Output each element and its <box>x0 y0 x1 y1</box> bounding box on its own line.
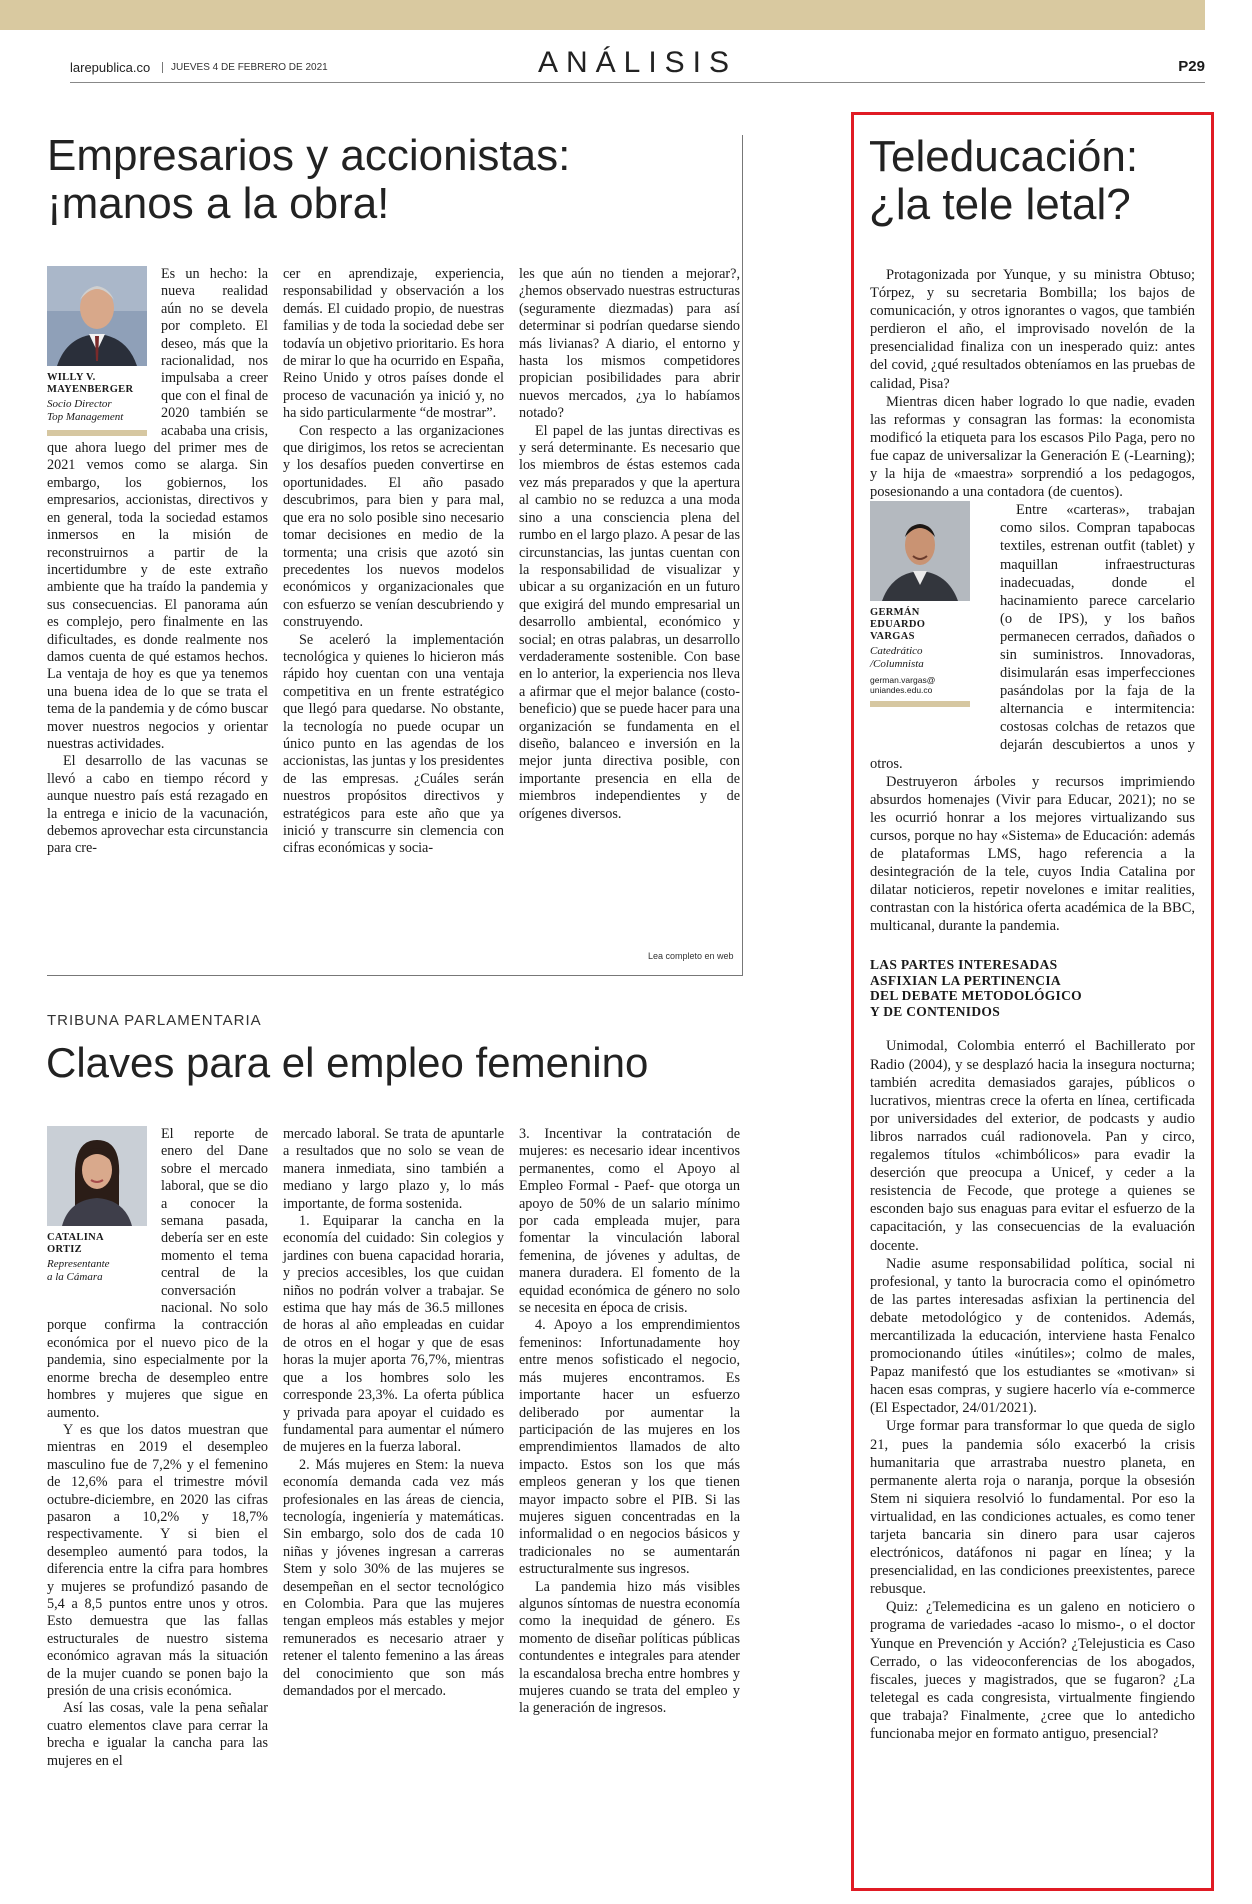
paragraph: Y es que los datos muestran que mientras en 2019 el desempleo masculino fue de 7,2% y el femenino de 12,6% para el trimestre móvil octubre-diciembre, en 2020 las cifras pasaron a 10,2% y 18,7% respectivamente. Y si bien el desempleo aumentó para todos, la diferencia entre la cifra para hombres y mujeres se profundizó pasando de 5,4 a 8,5 puntos entre unos y otros. Esto demuestra que las fallas estructurales de nuestro sistema económico agravan más la situación de la mujer cuando se ponen bajo la presión de una crisis económica. <box>47 1421 268 1699</box>
article3-body <box>870 266 1195 1743</box>
author-role-line2: a la Cámara <box>47 1271 103 1283</box>
author-role <box>47 1258 149 1284</box>
paragraph: 4. Apoyo a los emprendimientos femeninos: Infortunadamente hoy entre menos sofisticado el negocio, más mujeres encontramos. Es importante hacer un esfuerzo deliberado por aumentar la participación de las mujeres en los emprendimientos llamados de alto impacto. Estos son los que más empleos generan y los que tienen mayor impacto sobre el PIB. Si las mujeres siguen concentradas en la informalidad o en negocios básicos y tradicionales no se aumentarán estructuralmente sus ingresos. <box>519 1317 740 1578</box>
paragraph: mercado laboral. Se trata de apuntarle a resultados que no solo se vean de manera inmediata, sino también a mediano y largo plazo y, lo más importante, de forma sostenida. <box>283 1126 504 1212</box>
author-divider <box>47 430 147 436</box>
paragraph: 2. Más mujeres en Stem: la nueva economía demanda cada vez más profesionales en las áreas de ciencia, tecnología, ingeniería y matemáticas. Sin embargo, solo dos de cada 10 niñas y jóvenes ingresan a carreras Stem y solo 30% de las mujeres se desempeñan en el sector tecnológico en Colombia. Para que las mujeres tengan empleos más estables y mejor remunerados es necesario atraer y retener el talento femenino a las áreas del conocimiento que son más demandados por el mercado. <box>283 1456 504 1699</box>
paragraph: Con respecto a las organizaciones que dirigimos, los retos se acrecientan y los desafíos pueden convertirse en oportunidades. El año pasado descubrimos, para bien y para mal, que era no solo posible sino necesario tomar decisiones en medio de la tormenta; una crisis que azotó sin precedentes los nuevos modelos económicos y organizacionales que con esfuerzo se venían descubriendo y construyendo. <box>283 422 504 631</box>
paragraph: Quiz: ¿Telemedicina es un galeno en noticiero o programa de variedades -acaso lo mismo-, o el doctor Yunque en Prevención y Acción? ¿Telejusticia es Caso Cerrado, o las videoconferencias de los abogados, fiscales, jueces y magistrados, que se fugaron? ¿La teletegal es cada congresista, virtualmente fingiendo que trabaja? Finalmente, ¿cree que lo antedicho funcionaba mejor en formato antiguo, presencial? <box>870 1599 1195 1743</box>
paragraph: Urge formar para transformar lo que queda de siglo 21, pues la pandemia sólo exacerbó la crisis humanitaria que arrastraba nuestro planeta, en permanente alerta roja o naranja, porque la obsesión Stem ni siquiera resolvió lo fundamental. Por eso la virtualidad, en las condiciones actuales, es como tener tarjeta bancaria sin dinero para usar cajeros electrónicos, datáfonos ni pagar en línea; y la presencialidad, en las condiciones preexistentes, parece rebusque. <box>870 1418 1195 1598</box>
top-color-band <box>0 0 1205 30</box>
paragraph: Es un hecho: la nueva realidad aún no se devela por completo. El deseo, más que la racionalidad, nos impulsaba a creer que con el final de 2020 también se acababa una crisis, que ahora luego del primer mes de 2021 vemos como se alarga. Sin embargo, los gobiernos, los empresarios, accionistas, directivos y en general, toda la sociedad estamos inmersos en la misión de reconstruirnos a partir de la incertidumbre y de este extraño ambiente que ha traído la pandemia y sus consecuencias. El panorama aún es complejo, pero finalmente en las dificultades, es donde realmente nos damos cuenta de qué estamos hechos. La ventaja de hoy es que ya tenemos una buena idea de lo que se trata el tema de la pandemia y de cómo buscar mover nuestros negocios y orientar nuestras actividades. <box>47 266 268 752</box>
paragraph: La pandemia hizo más visibles algunos síntomas de nuestra economía como la inequidad de género. Es momento de diseñar políticas públicas contundentes e integrales para atender la escandalosa brecha entre hombres y mujeres cuando se trata del empleo y la generación de ingresos. <box>519 1578 740 1717</box>
subhead-line3: DEL DEBATE METODOLÓGICO <box>870 988 1082 1004</box>
article3-subhead <box>870 957 1195 1019</box>
author-name-line2: EDUARDO <box>870 619 926 631</box>
author-name-line1: CATALINA <box>47 1232 104 1243</box>
paragraph: Unimodal, Colombia enterró el Bachillerato por Radio (2004), y se desplazó hacia la insegura nocturna; también acredita demasiados garajes, públicos o lucrativos, mientras crece la oferta en línea, certificada por universidades del exterior, de podcasts y audio libros narrados cuál radionovela. Pan y circo, regalemos títulos «chimbólicos» para evadir la deserción que preocupa a Unicef, y ceder a la resistencia de Fecode, que protege a quienes se esconden bajo sus enaguas para evitar el esfuerzo de la capacitación, y las consecuencias de la evaluación docente. <box>870 1038 1195 1254</box>
subhead-line2: ASFIXIAN LA PERTINENCIA <box>870 972 1061 988</box>
article1-column-3 <box>519 266 740 823</box>
author-role-line1: Representante <box>47 1258 110 1270</box>
author-photo <box>47 266 147 366</box>
column-rule <box>742 135 743 975</box>
page-masthead <box>70 46 1205 83</box>
article2-column-1 <box>47 1126 268 1770</box>
author-name-line2: MAYENBERGER <box>47 384 134 395</box>
paragraph: El desarrollo de las vacunas se llevó a cabo en tiempo récord y aunque nuestro país está rezagado en la entrega e inicio de la vacunación, debemos aprovechar esta circunstancia para cre- <box>47 753 268 857</box>
paragraph: El reporte de enero del Dane sobre el mercado laboral, que se dio a conocer la semana pasada, debería ser en este momento el tema central de la conversación nacional. No solo porque confirma la contracción económica por el nuevo pico de la pandemia, sino especialmente por la enorme brecha de desempleo entre hombres y mujeres que sigue en aumento. <box>47 1126 268 1421</box>
paragraph: El papel de las juntas directivas es y será determinante. Es necesario que los miembros de éstas estemos cada vez más preparados y que la apertura al cambio no se reduzca a una moda sino a una consciencia plena del rumbo en el largo plazo. A pesar de las circunstancias, las juntas cuentan con la responsabilidad de visualizar y ubicar a su organización en un futuro que exigirá del mundo empresarial un desarrollo ambiental, económico y social; en otras palabras, un desarrollo verdaderamente sostenible. Con base en lo anterior, la experiencia nos lleva a afirmar que el mejor balance (costo-beneficio) que se puede hacer para una organización se fundamenta en el diseño, balanceo e inversión en la mejor junta directiva posible, con importante presencia en ella de miembros independientes y de orígenes diversos. <box>519 422 740 822</box>
article1-title-line1: Empresarios y accionistas: <box>47 131 571 180</box>
author-divider <box>870 701 970 707</box>
paragraph: Mientras dicen haber logrado lo que nadie, evaden las reformas y consagran las formas: la economista modificó la etiqueta para los escasos Pilo Paga, pero no fue capaz de universalizar la Generación E (-Learning); y la hija de «maestra» sorprendió a los pedagogos, posesionando a una contadora (de cuentos). <box>870 393 1195 501</box>
paragraph: Así las cosas, vale la pena señalar cuatro elementos clave para cerrar la brecha e igualar la cancha para las mujeres en el <box>47 1700 268 1769</box>
site-name[interactable]: larepublica.co <box>70 60 151 75</box>
paragraph: 1. Equiparar la cancha en la economía del cuidado: Sin colegios y jardines con buena capacidad horaria, y precios accesibles, los que cuidan niños no podrán volver a trabajar. Se estima que hay más de 36.5 millones de horas al año empleadas en cuidar de otros en el hogar y que de esas horas la mujer aporta 76,7%, mientras que a los hombres solo les corresponde 23,3%. La oferta pública y privada para apoyar el cuidado es fundamental para aumentar el número de mujeres en la fuerza laboral. <box>283 1213 504 1456</box>
paragraph: Se aceleró la implementación tecnológica y quienes lo hicieron más rápido hoy cuentan con una ventaja competitiva en un frente estratégico que llegó para quedarse. No obstante, la tecnología no puede ocupar un único punto en las agendas de los accionistas, las juntas y los presidentes de las empresas. ¿Cuáles serán nuestros propósitos directivos y estratégicos para este año que ya inició y transcurre sin clemencia con cifras económicas y socia- <box>283 631 504 857</box>
author-email-line2: uniandes.edu.co <box>870 685 933 696</box>
article3-author <box>870 501 988 751</box>
author-photo <box>47 1126 147 1226</box>
article3-title <box>869 133 1138 230</box>
article1-column-2 <box>283 266 504 858</box>
article2-author <box>47 1126 149 1304</box>
section-rule <box>47 975 743 976</box>
subhead-line4: Y DE CONTENIDOS <box>870 1003 1001 1019</box>
author-role-line2: Top Management <box>47 411 124 423</box>
author-role-line1: Catedrático <box>870 645 923 658</box>
author-name-line2: ORTIZ <box>47 1244 82 1255</box>
author-name <box>47 1232 149 1256</box>
paragraph: cer en aprendizaje, experiencia, responsabilidad y observación a los demás. El cuidado propio, de nuestras familias y de toda la sociedad debe ser todavía un objetivo prioritario. Es hora de mirar lo que ha ocurrido en España, Reino Unido y otros países donde el proceso de vacunación ya inició y, no ha sido particularmente “de mostrar”. <box>283 266 504 422</box>
author-role <box>47 398 149 424</box>
read-more-link[interactable]: Lea completo en web <box>648 951 734 961</box>
author-name <box>47 372 149 396</box>
author-email[interactable] <box>870 675 988 695</box>
article2-column-3 <box>519 1126 740 1718</box>
author-name-line1: WILLY V. <box>47 372 96 383</box>
article1-column-1 <box>47 266 268 858</box>
author-photo <box>870 501 970 601</box>
author-role <box>870 645 988 671</box>
author-name <box>870 607 988 643</box>
article3-title-line1: Teleducación: <box>869 132 1139 181</box>
article1-author <box>47 266 149 431</box>
author-role-line2: /Columnista <box>870 658 924 671</box>
article2-kicker: TRIBUNA PARLAMENTARIA <box>47 1012 262 1029</box>
article3-title-line2: ¿la tele letal? <box>869 180 1131 230</box>
paragraph: Entre «carteras», trabajan como silos. Compran tapabocas textiles, estrenan outfit (tablet) y maquillan infraestructuras inadecuadas, donde el hacinamiento parece carcelario (o de IPS), y los baños permanecen cerrados, dañados o sin suministros. Innovadoras, disimularán esas imperfecciones pasándolas por la faja de la alternancia e intermitencia: costosas colchas de retazos que dejarán descubiertos a unos y otros. <box>870 502 1195 772</box>
paragraph: Destruyeron árboles y recursos imprimiendo absurdos homenajes (Vivir para Educar, 2021); no se les ocurrió honrar a los mejores virtualizando sus cursos, porque no hay «Sistema» de Educación: además de plataformas LMS, hago referencia a la desintegración de la tele, cuyos India Catalina por dilatar noticieros, repetir novelones e imitar realities, contrastan con la histórica oferta académica de la BBC, multicanal, durante la pandemia. <box>870 773 1195 935</box>
article2-column-2 <box>283 1126 504 1700</box>
article1-title-line2: ¡manos a la obra! <box>47 179 390 229</box>
author-name-line3: VARGAS <box>870 631 915 643</box>
article2-title: Claves para el empleo femenino <box>46 1039 649 1086</box>
author-name-line1: GERMÁN <box>870 607 920 619</box>
issue-date: JUEVES 4 DE FEBRERO DE 2021 <box>162 62 328 73</box>
paragraph: Nadie asume responsabilidad política, social ni profesional, y tanto la burocracia como el opinómetro de las partes interesadas asfixian la pertinencia del debate metodológico y de contenidos. Además, mercantilizada la educación, interviene hasta Fenalco promocionando útiles «inútiles»; colmo de males, Papaz manifestó que los estudiantes se «motivan» si hacen esas compras, y sugiere hacerlo vía e-commerce (El Espectador, 24/01/2021). <box>870 1255 1195 1417</box>
author-role-line1: Socio Director <box>47 398 112 410</box>
paragraph: Protagonizada por Yunque, y su ministra Obtuso; Tórpez, y su secretaria Bombilla; los bajos de comunicación, y otros ignorantes o vagos, que también perdieron el año, el improvisado novelón de la presencialidad finaliza con un inesperado quiz: antes del covid, ¿qué resultados obteníamos en las pruebas de calidad, Pisa? <box>870 267 1195 392</box>
section-title: ANÁLISIS <box>537 46 738 79</box>
page-number: P29 <box>1178 58 1205 75</box>
paragraph: les que aún no tienden a mejorar?, ¿hemos observado nuestras estructuras (seguramente diezmadas) para así determinar si podrían quedarse siendo más livianas? A diario, el entorno y hasta los mismos competidores propician posibilidades para abrir nuevos mercados, ¿ya lo habíamos notado? <box>519 266 740 422</box>
article1-title <box>47 132 570 229</box>
author-email-line1: german.vargas@ <box>870 675 936 686</box>
paragraph: 3. Incentivar la contratación de mujeres: es necesario idear incentivos permanentes, como el Apoyo al Empleo Formal - Paef- que otorga un apoyo de 50% de un salario mínimo por cada empleada mujer, para fomentar la vinculación laboral femenina, de jóvenes y adultas, de manera duradera. El fomento de la equidad económica de género no solo se necesita en época de crisis. <box>519 1126 740 1317</box>
subhead-line1: LAS PARTES INTERESADAS <box>870 957 1058 973</box>
